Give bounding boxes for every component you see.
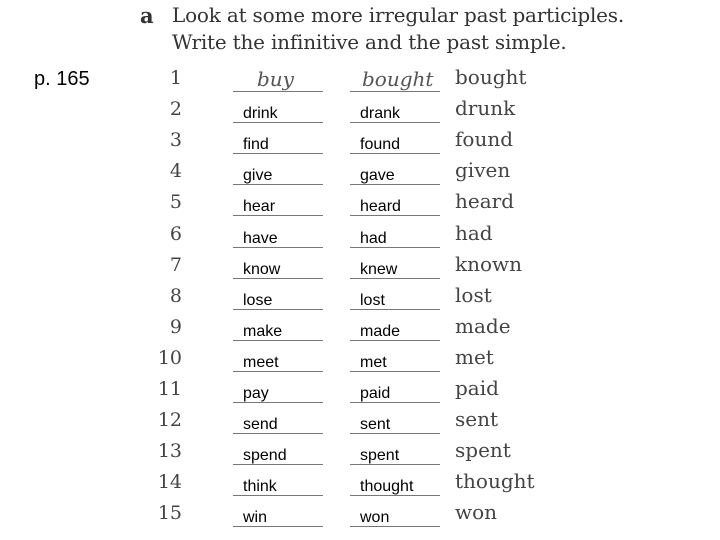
past-simple-answer: heard [360, 198, 401, 216]
infinitive-answer: know [243, 260, 281, 278]
table-row [0, 378, 720, 409]
infinitive-blank [233, 378, 323, 403]
row-number: 3 [169, 129, 182, 152]
row-number: 1 [169, 67, 182, 89]
infinitive-answer: pay [243, 385, 269, 402]
table-row [0, 191, 720, 222]
infinitive-answer: make [243, 322, 283, 340]
row-number: 8 [169, 284, 182, 307]
past-simple-blank [350, 409, 440, 434]
infinitive-blank [233, 316, 323, 341]
past-simple-blank [350, 502, 440, 527]
past-participle: made [455, 313, 511, 338]
past-simple-blank [350, 440, 440, 465]
row-number: 5 [169, 191, 182, 214]
row-number: 12 [157, 409, 182, 432]
infinitive-answer: buy [257, 67, 294, 91]
row-number: 7 [169, 253, 182, 276]
infinitive-answer: give [243, 167, 273, 185]
table-row [0, 98, 720, 129]
infinitive-blank [233, 98, 323, 123]
past-participle: heard [455, 189, 515, 214]
table-row [0, 220, 720, 254]
row-number: 9 [169, 315, 182, 338]
row-number: 14 [157, 471, 182, 494]
past-simple-blank [350, 254, 440, 279]
infinitive-answer: lose [243, 291, 273, 309]
past-simple-blank [350, 316, 440, 341]
table-row [0, 471, 720, 502]
infinitive-blank [233, 67, 323, 92]
past-simple-blank [350, 471, 440, 496]
past-participle: thought [455, 469, 535, 494]
infinitive-answer: hear [243, 198, 276, 216]
table-row [0, 282, 720, 316]
past-simple-answer: gave [360, 167, 395, 185]
past-simple-answer: thought [360, 478, 414, 496]
infinitive-blank [233, 347, 323, 372]
table-row [0, 440, 720, 471]
past-simple-blank [350, 223, 440, 248]
table-row [0, 160, 720, 191]
past-simple-answer: knew [360, 260, 398, 278]
infinitive-answer: think [243, 478, 277, 496]
past-simple-blank [350, 378, 440, 403]
past-simple-answer: had [360, 229, 387, 247]
row-number: 2 [169, 98, 182, 121]
past-participle: had [455, 220, 493, 245]
past-simple-answer: drank [360, 105, 401, 123]
infinitive-blank [233, 502, 323, 527]
infinitive-blank [233, 471, 323, 496]
instruction-line-2: Write the infinitive and the past simple. [172, 30, 567, 54]
row-number: 4 [169, 160, 182, 183]
past-simple-blank [350, 347, 440, 372]
past-simple-answer: spent [360, 447, 400, 465]
past-simple-blank [350, 129, 440, 154]
table-row [0, 251, 720, 285]
row-number: 11 [157, 378, 182, 400]
instruction-line-1: Look at some more irregular past participles. [172, 3, 625, 27]
row-number: 13 [157, 440, 182, 463]
infinitive-answer: find [243, 136, 269, 154]
table-row [0, 313, 720, 347]
infinitive-answer: meet [243, 353, 279, 371]
past-simple-blank [350, 98, 440, 123]
infinitive-blank [233, 254, 323, 279]
past-participle: sent [455, 407, 499, 432]
past-simple-blank [350, 191, 440, 216]
row-number: 15 [157, 502, 182, 525]
past-participle: bought [455, 65, 527, 89]
past-simple-answer: met [360, 353, 387, 371]
table-row [0, 67, 720, 98]
past-simple-blank [350, 285, 440, 310]
past-simple-answer: made [360, 322, 401, 340]
past-participle: met [455, 344, 494, 369]
past-participle: found [455, 127, 514, 152]
infinitive-blank [233, 440, 323, 465]
infinitive-blank [233, 160, 323, 185]
past-simple-answer: sent [360, 416, 391, 434]
infinitive-answer: send [243, 416, 278, 434]
row-number: 6 [169, 222, 182, 245]
past-simple-answer: lost [360, 291, 385, 309]
past-simple-answer: paid [360, 385, 391, 402]
infinitive-blank [233, 409, 323, 434]
table-row [0, 502, 720, 533]
exercise-letter: a [140, 3, 154, 28]
table-row [0, 129, 720, 160]
table-row [0, 409, 720, 440]
infinitive-blank [233, 191, 323, 216]
page-reference: p. 165 [34, 68, 90, 90]
past-participle: won [455, 500, 498, 525]
infinitive-answer: win [243, 509, 268, 527]
past-participle: given [455, 158, 511, 183]
row-number: 10 [157, 346, 182, 369]
past-participle: drunk [455, 96, 516, 121]
past-simple-answer: found [360, 136, 401, 154]
past-participle: spent [455, 438, 511, 463]
infinitive-blank [233, 223, 323, 248]
table-row [0, 344, 720, 378]
past-participle: paid [455, 376, 499, 400]
past-simple-answer: won [360, 509, 390, 527]
infinitive-answer: drink [243, 105, 278, 123]
infinitive-blank [233, 285, 323, 310]
infinitive-answer: have [243, 229, 278, 247]
past-participle: known [455, 251, 523, 276]
past-participle: lost [455, 282, 492, 307]
infinitive-blank [233, 129, 323, 154]
past-simple-blank [350, 160, 440, 185]
past-simple-answer: bought [362, 67, 434, 91]
infinitive-answer: spend [243, 447, 287, 465]
past-simple-blank [350, 67, 440, 92]
